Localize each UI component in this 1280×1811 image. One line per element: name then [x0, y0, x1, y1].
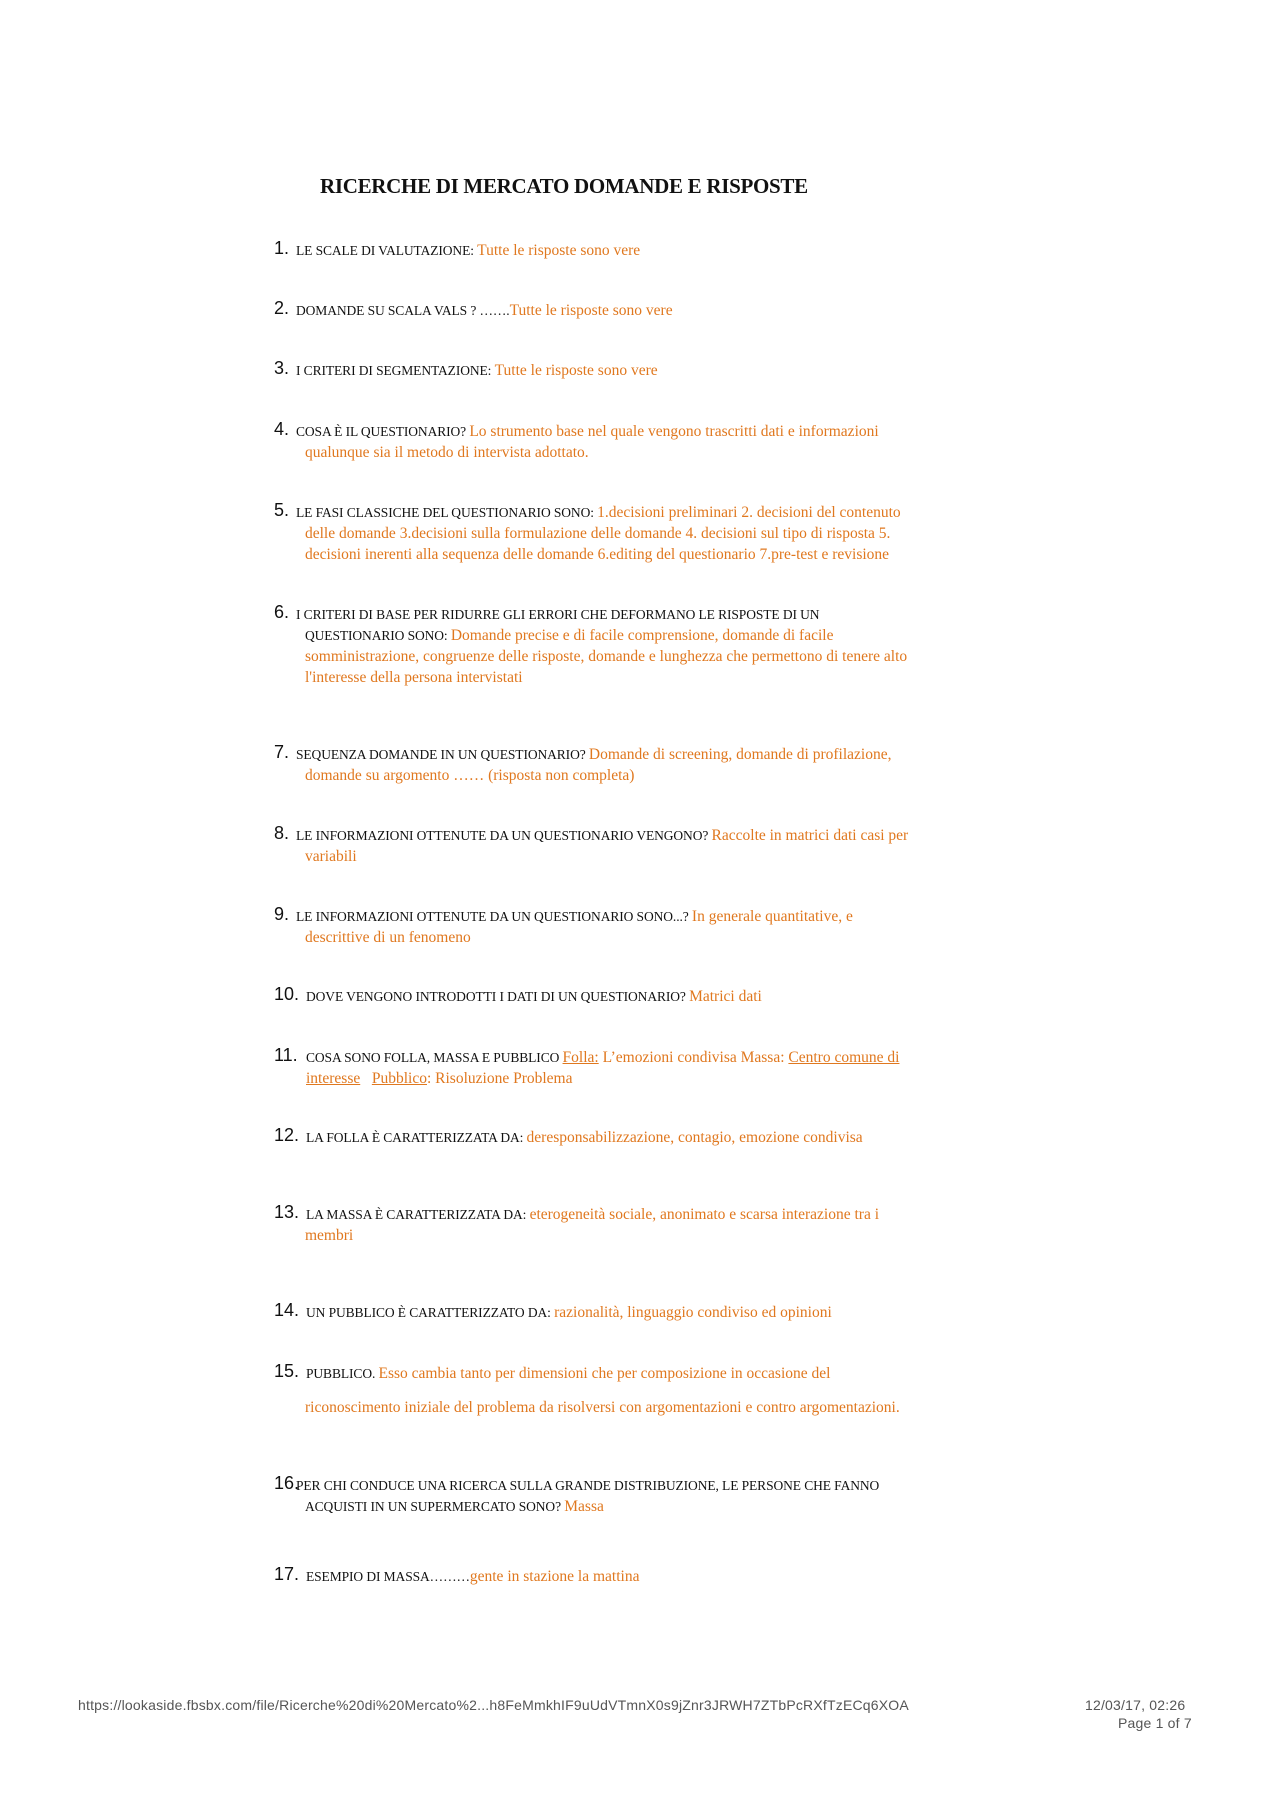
question-text: QUESTIONARIO SONO:	[305, 628, 451, 643]
question-text: SEQUENZA DOMANDE IN UN QUESTIONARIO?	[296, 747, 589, 762]
answer-text: gente in stazione la mattina	[469, 1568, 640, 1585]
page-title: RICERCHE DI MERCATO DOMANDE E RISPOSTE	[320, 174, 808, 198]
answer-text: Domande di screening, domande di profilazione,	[588, 746, 892, 763]
question-text: LA FOLLA È CARATTERIZZATA DA:	[306, 1130, 527, 1145]
question-text: I CRITERI DI SEGMENTAZIONE:	[296, 363, 495, 378]
question-number: 9.	[274, 904, 290, 924]
answer-text: Tutte le risposte sono vere	[509, 302, 673, 319]
answer-text: riconoscimento iniziale del problema da risolversi con argomentazioni e contro argomentazioni.	[305, 1399, 900, 1416]
question-text: ESEMPIO DI MASSA………	[306, 1569, 470, 1584]
answer-text: Esso cambia tanto per dimensioni che per composizione in occasione del	[378, 1365, 831, 1382]
answer-text: Domande precise e di facile comprensione, domande di facile	[450, 627, 834, 644]
footer-url: https://lookaside.fbsbx.com/file/Ricerche%20di%20Mercato%2...h8FeMmkhIF9uUdVTmnX0s9jZnr3JRWH7ZTbPcRXfTzECq6XOA	[78, 1697, 909, 1713]
question-number: 5.	[274, 500, 290, 520]
answer-text: decisioni inerenti alla sequenza delle domande 6.editing del questionario 7.pre-test e revisione	[305, 546, 890, 563]
answer-text: somministrazione, congruenze delle risposte, domande e lunghezza che permettono di tenere alto	[305, 648, 908, 665]
question-number: 1.	[274, 238, 290, 258]
pubblico-label: Pubblico	[371, 1070, 427, 1087]
answer-text: membri	[305, 1227, 354, 1244]
question-number: 11.	[274, 1045, 298, 1065]
answer-text: razionalità, linguaggio condiviso ed opinioni	[554, 1304, 832, 1321]
question-number: 6.	[274, 602, 290, 622]
answer-text: domande su argomento …… (risposta non completa)	[305, 767, 635, 784]
question-number: 4.	[274, 419, 290, 439]
answer-text: Matrici dati	[689, 988, 762, 1005]
question-text: COSA È IL QUESTIONARIO?	[296, 424, 470, 439]
question-text: ACQUISTI IN UN SUPERMERCATO SONO?	[305, 1499, 565, 1514]
footer-page-number: Page 1 of 7	[1118, 1715, 1192, 1731]
answer-text: Tutte le risposte sono vere	[477, 242, 641, 259]
answer-text: descrittive di un fenomeno	[305, 929, 471, 946]
question-text: LA MASSA È CARATTERIZZATA DA:	[306, 1207, 530, 1222]
question-number: 16.	[274, 1473, 300, 1493]
question-text: LE INFORMAZIONI OTTENUTE DA UN QUESTIONARIO VENGONO?	[296, 828, 712, 843]
answer-text: qualunque sia il metodo di intervista adottato.	[305, 444, 589, 461]
question-number: 10.	[274, 984, 300, 1004]
pubblico-text: : Risoluzione Problema	[426, 1070, 573, 1087]
question-text: COSA SONO FOLLA, MASSA E PUBBLICO	[306, 1050, 563, 1065]
question-text: I CRITERI DI BASE PER RIDURRE GLI ERRORI CHE DEFORMANO LE RISPOSTE DI UN	[296, 607, 820, 622]
question-text: UN PUBBLICO È CARATTERIZZATO DA:	[306, 1305, 555, 1320]
question-number: 3.	[274, 358, 290, 378]
answer-text: variabili	[305, 848, 357, 865]
footer-datetime: 12/03/17, 02:26	[1085, 1697, 1186, 1713]
folla-text: L’emozioni condivisa Massa:	[598, 1049, 789, 1066]
question-number: 7.	[274, 742, 290, 762]
answer-text: Lo strumento base nel quale vengono trascritti dati e informazioni	[469, 423, 879, 440]
question-number: 17.	[274, 1564, 300, 1584]
massa-text: Centro comune di	[788, 1049, 900, 1066]
folla-label: Folla:	[562, 1049, 599, 1066]
question-text: LE SCALE DI VALUTAZIONE:	[296, 243, 478, 258]
answer-text: Raccolte in matrici dati casi per	[711, 827, 909, 844]
answer-text: delle domande 3.decisioni sulla formulazione delle domande 4. decisioni sul tipo di risposta 5.	[305, 525, 891, 542]
answer-text: Massa	[564, 1498, 604, 1515]
question-number: 2.	[274, 298, 290, 318]
massa-text-continued: interesse	[306, 1070, 361, 1087]
answer-text: Tutte le risposte sono vere	[494, 362, 658, 379]
answer-text: In generale quantitative, e	[691, 908, 853, 925]
question-text: PER CHI CONDUCE UNA RICERCA SULLA GRANDE DISTRIBUZIONE, LE PERSONE CHE FANNO	[296, 1478, 880, 1493]
answer-text: l'interesse della persona intervistati	[305, 669, 523, 686]
question-text: DOMANDE SU SCALA VALS ? …….	[296, 303, 510, 318]
question-number: 8.	[274, 823, 290, 843]
question-text: LE INFORMAZIONI OTTENUTE DA UN QUESTIONARIO SONO...?	[296, 909, 692, 924]
answer-text: 1.decisioni preliminari 2. decisioni del contenuto	[597, 504, 901, 521]
question-number: 14.	[274, 1300, 300, 1320]
answer-text: deresponsabilizzazione, contagio, emozione condivisa	[526, 1129, 863, 1146]
question-number: 13.	[274, 1202, 300, 1222]
question-text: DOVE VENGONO INTRODOTTI I DATI DI UN QUESTIONARIO?	[306, 989, 690, 1004]
question-number: 15.	[274, 1361, 300, 1381]
question-number: 12.	[274, 1125, 300, 1145]
question-text: PUBBLICO.	[306, 1366, 379, 1381]
answer-text: eterogeneità sociale, anonimato e scarsa interazione tra i	[529, 1206, 880, 1223]
question-text: LE FASI CLASSICHE DEL QUESTIONARIO SONO:	[296, 505, 598, 520]
